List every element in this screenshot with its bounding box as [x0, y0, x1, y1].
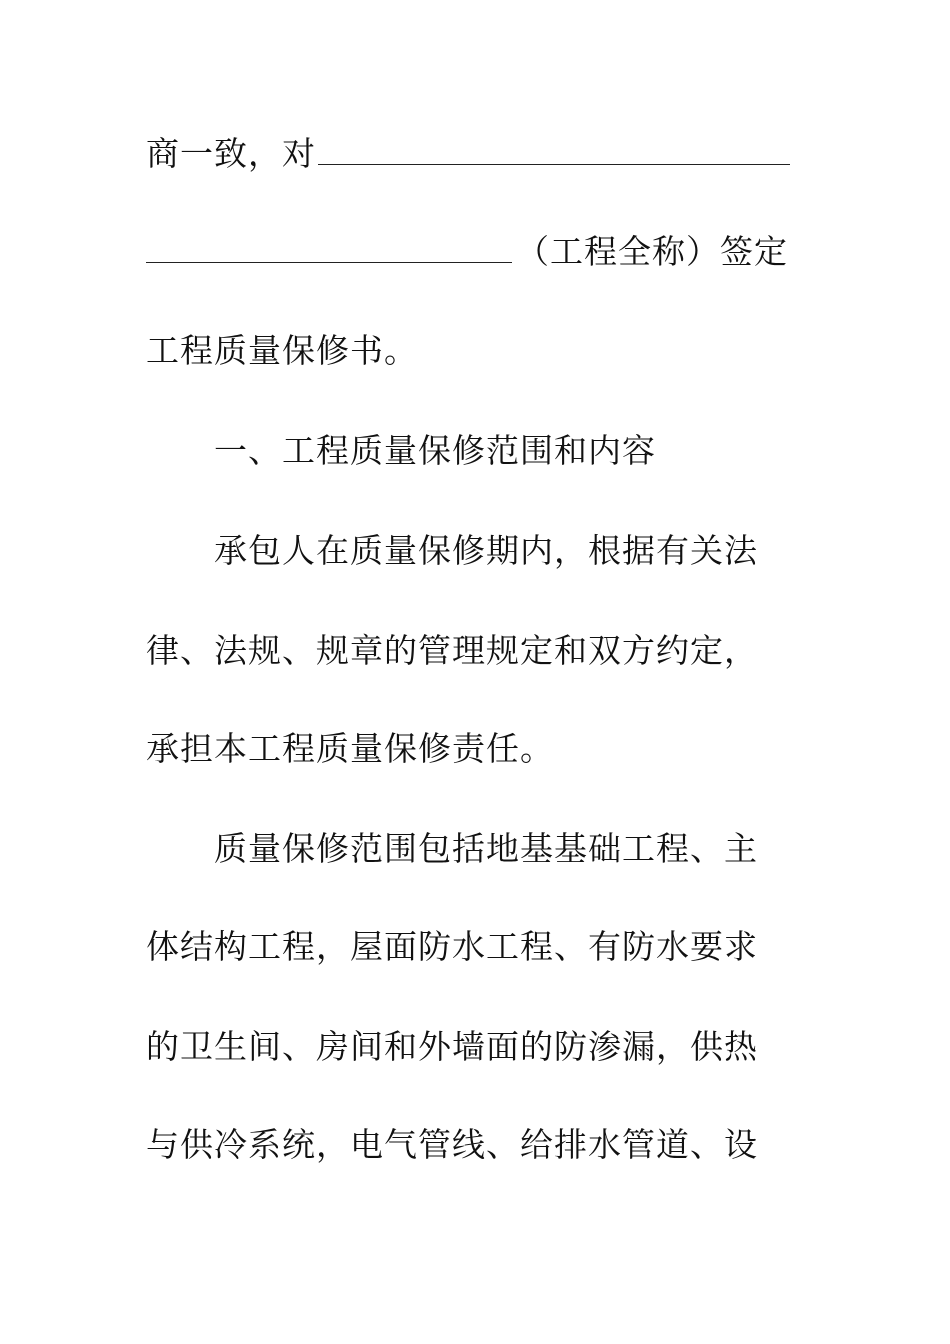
paragraph-2-line-1 — [214, 824, 874, 874]
para1-line3-text: 承担本工程质量保修责任。 — [146, 729, 554, 768]
para1-line2-text: 律、法规、规章的管理规定和双方约定， — [146, 631, 758, 670]
line1-text: 商一致，对 — [146, 134, 316, 173]
paragraph-2-line-3 — [146, 1022, 806, 1072]
paragraph-2-line-4 — [146, 1120, 806, 1170]
paragraph-1-line-3 — [146, 724, 806, 774]
para2-line2-text: 体结构工程，屋面防水工程、有防水要求 — [146, 927, 758, 966]
section-heading — [214, 426, 874, 476]
para1-line1-text: 承包人在质量保修期内，根据有关法 — [214, 531, 758, 570]
project-name-blank-1 — [318, 128, 790, 165]
section1-heading-text: 一、工程质量保修范围和内容 — [214, 431, 656, 470]
para2-line1-text: 质量保修范围包括地基基础工程、主 — [214, 829, 758, 868]
line3-text: 工程质量保修书。 — [146, 331, 418, 370]
para2-line4-text: 与供冷系统，电气管线、给排水管道、设 — [146, 1125, 758, 1164]
project-name-blank-2 — [146, 226, 512, 263]
paragraph-1-line-1 — [214, 526, 874, 576]
text-line-3 — [146, 326, 806, 376]
text-line-2 — [146, 226, 806, 276]
text-line-1 — [146, 128, 806, 178]
para2-line3-text: 的卫生间、房间和外墙面的防渗漏，供热 — [146, 1027, 758, 1066]
line2-text: （工程全称）签定 — [516, 232, 788, 271]
paragraph-1-line-2 — [146, 626, 806, 676]
paragraph-2-line-2 — [146, 922, 806, 972]
